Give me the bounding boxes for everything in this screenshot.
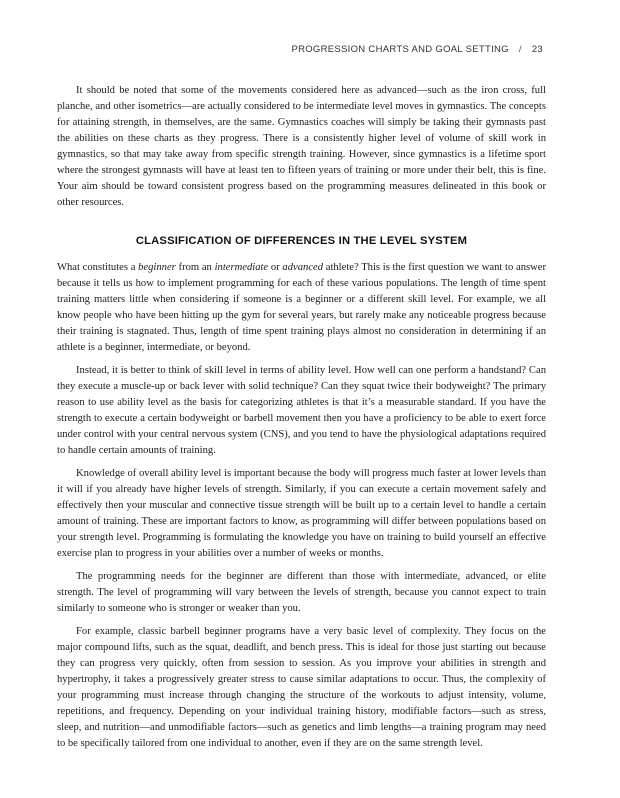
term-beginner: beginner [138,262,176,273]
section-heading: CLASSIFICATION OF DIFFERENCES IN THE LEVEL SYSTEM [135,235,468,247]
section-paragraph-1: What constitutes a beginner from an intermediate or advanced athlete? This is the first question we want to answer because it tells us how to implement programming for each of these various populations. The length of time spent training matters little when considering if someone is a beginner or a different skill level. For example, we all know people who have been hitting up the gym for several years, but rarely make any noticeable progress because their training is stagnated. Thus, length of time spent training plays almost no consideration in determining if an athlete is a beginner, intermediate, or beyond. [57,262,546,353]
term-advanced: advanced [282,262,324,273]
intro-paragraph: It should be noted that some of the movements considered here as advanced—such as the iron cross, full planche, and other isometrics—are actually considered to be intermediate level moves in gymnastics. The concepts for attaining strength, in themselves, are the same. Gymnastics coaches will simply be taking their gymnasts past the abilities on these charts as they progress. There is a consistently higher level of volume of skill work in gymnastics, so that may take away from specific strength training. However, since gymnastics is a lifetime sport where the strongest gymnasts will have at least ten to fifteen years of training or more under their belt, this is fine. Your aim should be toward consistent progress based on the programming measures delineated in this book or other resources. [57,85,546,208]
section-paragraph-2: Instead, it is better to think of skill level in terms of ability level. How well can one perform a handstand? Can they execute a muscle-up or back lever with solid technique? Can they squat twice their bodyweight? The primary reason to use ability level as the basis for categorizing athletes is that it’s a measurable standard. If you have the strength to execute a certain bodyweight or barbell movement then you have a proficiency to be able to exert force under control with your central nervous system (CNS), and you tend to have the physiological adaptations required to handle certain amounts of training. [57,365,546,456]
section-paragraph-5: For example, classic barbell beginner programs have a very basic level of complexity. They focus on the major compound lifts, such as the squat, deadlift, and bench press. This is ideal for those just starting out because they can progress very quickly, often from session to session. As you improve your abilities in strength and hypertrophy, it takes a progressively greater stress to cause similar adaptations to occur. Thus, the complexity of your programming must increase through changing the structure of the workouts to adjust intensity, volume, repetitions, and frequency. Depending on your individual training history, modifiable factors—such as stress, sleep, and nutrition—and unmodifiable factors—such as genetics and limb lengths—a training program may need to be specifically tailored from one individual to another, even if they are on the same strength level. [57,626,546,749]
body-text [57,83,546,759]
running-title: PROGRESSION CHARTS AND GOAL SETTING [291,44,509,55]
running-header [291,44,543,55]
section-paragraph-3: Knowledge of overall ability level is important because the body will progress much faster at lower levels than it will if you already have higher levels of strength. Similarly, if you can execute a certain movement safely and effectively then your muscular and connective tissue strength will be built up to a certain level to handle a certain amount of training. These are important factors to know, as programming will differ between populations based on your strength level. Programming is formulating the knowledge you have on training to build yourself an effective exercise plan to progress in your abilities over a number of weeks or months. [57,468,546,559]
section-paragraph-4: The programming needs for the beginner are different than those with intermediate, advanced, or elite strength. The level of programming will vary between the levels of strength, because you cannot expect to train similarly to someone who is stronger or weaker than you. [57,571,546,614]
header-separator: / [518,44,522,55]
term-intermediate: intermediate [214,262,269,273]
page-number: 23 [531,44,543,55]
